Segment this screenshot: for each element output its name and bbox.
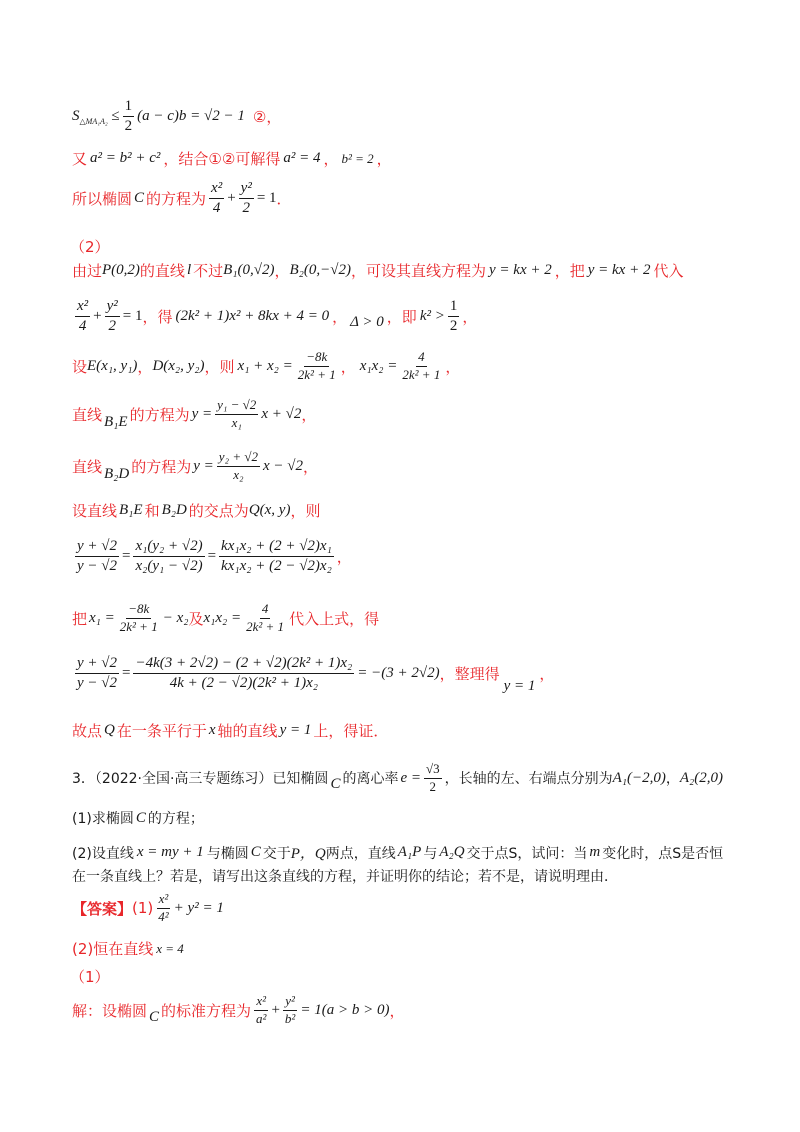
part-2-label: （2） — [70, 238, 110, 256]
solution-line-substitute-x1: 把 x₁ = $\frac{-8k}{\text{2k² + 1}}$ − x₂ 及 x₁x₂ = $\frac{4}{\text{2k² + 1}}$ 代入上式，得 — [72, 601, 380, 634]
answer-line-2: (2)恒在直线 x = 4 — [72, 940, 184, 958]
solution-line-standard-equation: 解：设椭圆 C 的标准方程为 $\frac{\text{x²}}{\text{a²}}$ + $\frac{\text{y²}}{\text{b²}}$ = 1(a > b > 0) ， — [72, 993, 405, 1026]
solution-line-line-through-p: 由过 P(0,2) 的直线 l 不过 B₁(0,√2) ， B₂(0,−√2) ，可设其直线方程为 y = kx + 2 ，把 y = kx + 2 代入 — [72, 262, 684, 280]
part-1-label: （1） — [70, 968, 110, 986]
half-fraction: $\frac{1}{2}$ — [124, 98, 133, 135]
solution-line-ratio: $\frac{y + √2}{y - √2}$ = $\frac{\text{x₁(y₂ + √2)}}{\text{x₂(y₁ − √2)}}$ = $\frac{\text{kx₁x₂ + (2 + √2)x₁}}{\text{kx₁x₂ + (2 − √2)x₂}}$ ， — [77, 538, 352, 575]
solution-line-ellipse-equation: 所以椭圆 C 的方程为 $\frac{\text{x²}}{4}$ + $\frac{\text{y²}}{2}$ = 1 ． — [72, 180, 292, 217]
question-3-part-2-cont: 在一条直线上？若是，请写出这条直线的方程，并证明你的结论；若不是，请说明理由． — [72, 869, 618, 885]
solution-line-area: $S_{\triangle MA_1A_2}$ ≤ $\frac{1}{2}$ (a − c)b = √2 − 1 ②， — [72, 98, 282, 135]
solution-line-substitution: $\frac{\text{x²}}{4}$ + $\frac{\text{y²}}{2}$ = 1 ，得 (2k² + 1)x² + 8kx + 4 = 0 ， Δ > 0 ，即 k² > $\frac{1}{2}$ ， — [77, 298, 478, 335]
answer-line-1: 【答案】 (1) $\frac{\text{x²}}{\text{4²}}$ + y² = 1 — [72, 891, 224, 924]
solution-line-combine: 又 a² = b² + c² ，结合①②可解得 a² = 4 ， b² = 2 ， — [72, 150, 392, 168]
solution-line-vieta: 设 E(x₁, y₁) ， D(x₂, y₂) ，则 x₁ + x₂ = $\frac{-8k}{\text{2k² + 1}}$ ， x₁x₂ = $\frac{4}{\text{2k² + 1}}$ ， — [72, 349, 461, 382]
circled-mark: ②， — [252, 108, 282, 127]
solution-line-simplify: $\frac{y + √2}{y - √2}$ = $\frac{\text{−4k(3 + 2√2) − (2 + √2)(2k² + 1)x₂}}{\text{4k + (2 − √2)(2k² + 1)x₂}}$ = −(3 + 2√2) ，整理得 y = 1 ， — [77, 654, 555, 694]
solution-line-b2d: 直线 B₂D 的方程为 y = $\frac{\text{y₂ + √2}}{\text{x₂}}$ x − √2 ， — [72, 449, 319, 482]
solution-line-conclusion: 故点 Q 在一条平行于 x 轴的直线 y = 1 上，得证． — [72, 722, 389, 740]
question-3-part-2: (2)设直线 x = my + 1 与椭圆 C 交于 P，Q 两点，直线 A₁P 与 A₂Q 交于点S，试问：当 m 变化时，点S是否恒 — [72, 844, 724, 862]
solution-line-intersection: 设直线 B₁E 和 B₂D 的交点为 Q(x, y) ，则 — [72, 502, 321, 520]
area-formula: $S_{\triangle MA_1A_2}$ ≤ — [72, 108, 120, 127]
solution-line-b1e: 直线 B₁E 的方程为 y = $\frac{\text{y₁ − √2}}{\text{x₁}}$ x + √2 ， — [72, 397, 317, 430]
question-3-part-1: (1)求椭圆 C 的方程； — [72, 809, 204, 827]
question-3-stem: 3．（2022·全国·高三专题练习）已知椭圆 C 的离心率 e = $\frac{√3}{2}$ ，长轴的左、右端点分别为 A₁(−2,0) ， A₂(2,0) — [72, 761, 723, 794]
